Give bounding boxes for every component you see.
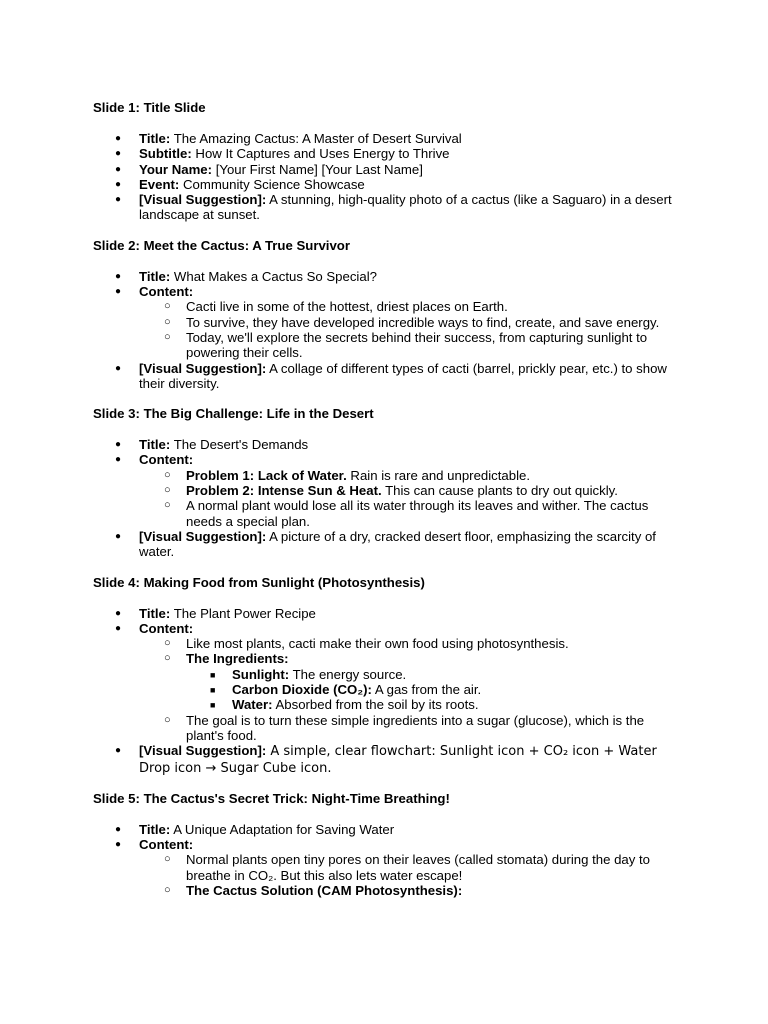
sub-list-item: ○ To survive, they have developed incredible ways to find, create, and save energy. — [164, 314, 660, 330]
bullet-circle-icon: ○ — [164, 330, 171, 343]
slide-3-heading: Slide 3: The Big Challenge: Life in the Desert — [93, 406, 374, 422]
sub-sub-list-item: ■ Sunlight: The energy source. — [210, 666, 407, 682]
bullet-circle-icon: ○ — [164, 637, 171, 650]
list-item: ● Content: — [115, 620, 194, 636]
list-item: ● [Visual Suggestion]: A stunning, high-quality photo of a cactus (like a Saguaro) in a desert landscape at sunset. — [115, 192, 672, 223]
bullet-dot-icon: ● — [115, 178, 122, 190]
list-item: ● Content: — [115, 284, 194, 300]
bullet-dot-icon: ● — [115, 622, 122, 634]
sub-list-item: ○ Like most plants, cacti make their own food using photosynthesis. — [164, 636, 569, 652]
list-item: ● Title: What Makes a Cactus So Special? — [115, 268, 377, 284]
list-item: ● Event: Community Science Showcase — [115, 176, 365, 192]
sub-list-item: ○ Problem 2: Intense Sun & Heat. This can cause plants to dry out quickly. — [164, 483, 618, 499]
sub-sub-list-item: ■ Water: Absorbed from the soil by its roots. — [210, 697, 479, 713]
bullet-circle-icon: ○ — [164, 468, 171, 481]
bullet-circle-icon: ○ — [164, 853, 171, 866]
bullet-circle-icon: ○ — [164, 300, 171, 313]
bullet-circle-icon: ○ — [164, 652, 171, 665]
slide-1-heading: Slide 1: Title Slide — [93, 100, 206, 115]
list-item: ● Title: The Plant Power Recipe — [115, 605, 316, 621]
bullet-circle-icon: ○ — [164, 499, 171, 512]
bullet-dot-icon: ● — [115, 439, 122, 451]
bullet-square-icon: ■ — [210, 700, 216, 711]
slide-4-list — [93, 606, 683, 776]
sub-list-item: ○ Cacti live in some of the hottest, driest places on Earth. — [164, 299, 508, 315]
list-item: ● Content: — [115, 837, 194, 853]
list-item: ● [Visual Suggestion]: A simple, clear flowchart: Sunlight icon + CO₂ icon + Water Drop icon → Sugar Cube icon. — [115, 743, 657, 776]
bullet-circle-icon: ○ — [164, 713, 171, 726]
sub-list-item: ○ Normal plants open tiny pores on their leaves (called stomata) during the day to breathe in CO₂. But this also lets water escape! — [164, 852, 651, 883]
list-item: ● Content: — [115, 452, 194, 468]
bullet-dot-icon: ● — [115, 194, 122, 206]
sub-list-item: ○ The Ingredients: — [164, 651, 289, 667]
document-page — [93, 100, 683, 898]
slide-3-list — [93, 437, 683, 559]
sub-list-item: ○ Today, we'll explore the secrets behind their success, from capturing sunlight to powering their cells. — [164, 329, 648, 361]
bullet-square-icon: ■ — [210, 669, 216, 680]
slide-5-heading: Slide 5: The Cactus's Secret Trick: Night-Time Breathing! — [93, 790, 450, 806]
bullet-dot-icon: ● — [115, 163, 122, 175]
list-item: ● Title: The Amazing Cactus: A Master of Desert Survival — [115, 131, 462, 146]
bullet-dot-icon: ● — [115, 823, 122, 835]
slide-2-list — [93, 269, 683, 391]
bullet-dot-icon: ● — [115, 839, 122, 851]
list-item: ● Title: The Desert's Demands — [115, 437, 309, 453]
bullet-dot-icon: ● — [115, 745, 122, 757]
bullet-circle-icon: ○ — [164, 315, 171, 328]
sub-list-item: ○ The Cactus Solution (CAM Photosynthesis): — [164, 882, 463, 898]
bullet-dot-icon: ● — [115, 133, 122, 144]
sub-list-item: ○ A normal plant would lose all its water through its leaves and wither. The cactus needs a special plan. — [164, 498, 649, 529]
slide-2-heading: Slide 2: Meet the Cactus: A True Survivor — [93, 237, 350, 253]
sub-list-item: ○ The goal is to turn these simple ingredients into a sugar (glucose), which is the plant's food. — [164, 712, 645, 743]
bullet-circle-icon: ○ — [164, 484, 171, 497]
bullet-dot-icon: ● — [115, 286, 122, 298]
bullet-dot-icon: ● — [115, 607, 122, 619]
bullet-circle-icon: ○ — [164, 883, 171, 896]
list-item: ● Subtitle: How It Captures and Uses Energy to Thrive — [115, 146, 450, 162]
sub-sub-list-item: ■ Carbon Dioxide (CO₂): A gas from the air. — [210, 682, 482, 698]
list-item: ● [Visual Suggestion]: A collage of different types of cacti (barrel, prickly pear, etc.) to show their diversity. — [115, 360, 667, 391]
bullet-dot-icon: ● — [115, 530, 122, 542]
bullet-dot-icon: ● — [115, 148, 122, 160]
list-item: ● [Visual Suggestion]: A picture of a dry, cracked desert floor, emphasizing the scarcity of water. — [115, 528, 656, 560]
slide-4-heading: Slide 4: Making Food from Sunlight (Photosynthesis) — [93, 574, 425, 590]
slide-5-list — [93, 822, 683, 898]
sub-list-item: ○ Problem 1: Lack of Water. Rain is rare and unpredictable. — [164, 467, 531, 483]
bullet-dot-icon: ● — [115, 270, 122, 282]
list-item: ● Your Name: [Your First Name] [Your Last Name] — [115, 161, 423, 177]
bullet-dot-icon: ● — [115, 454, 122, 466]
bullet-dot-icon: ● — [115, 362, 122, 374]
list-item: ● Title: A Unique Adaptation for Saving Water — [115, 821, 395, 837]
bullet-square-icon: ■ — [210, 685, 216, 696]
slide-1-list — [93, 131, 683, 223]
